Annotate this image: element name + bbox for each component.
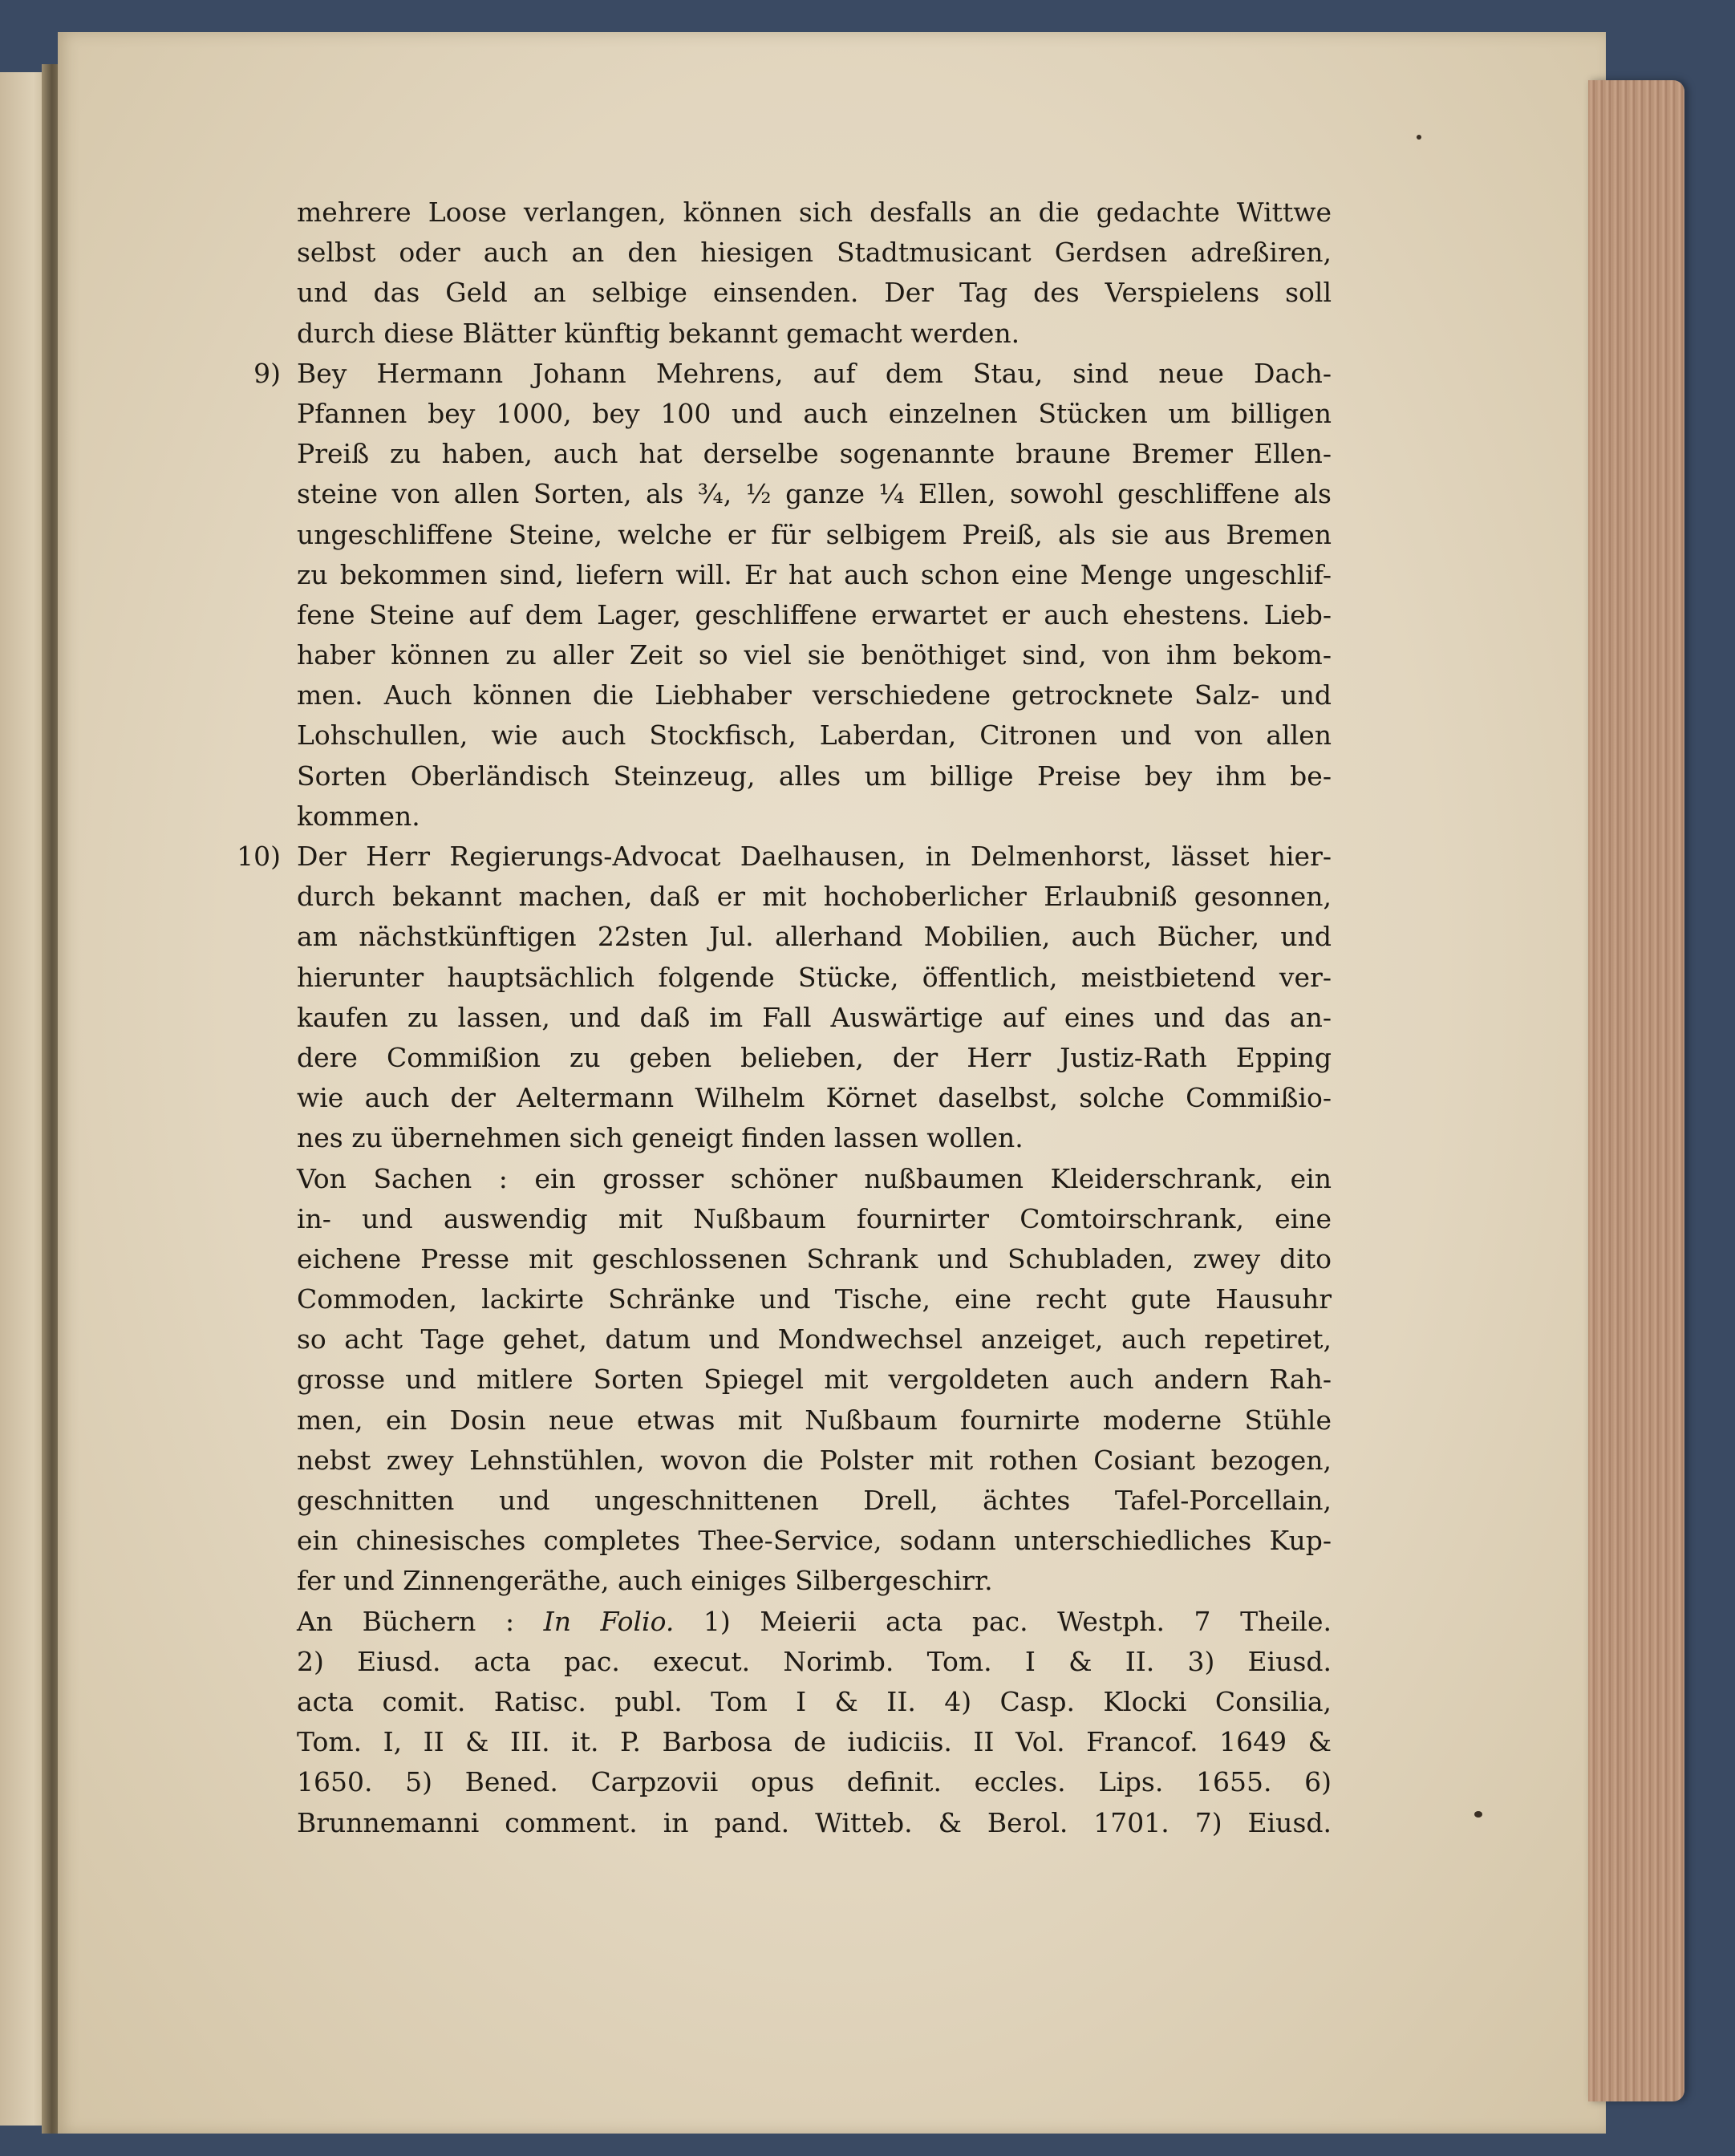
text-line: Lohschullen, wie auch Stockfisch, Laberdan, Citronen und von allen <box>297 719 1332 752</box>
buecher-first-rest: 1) Meierii acta pac. Westph. 7 Theile. <box>703 1605 1332 1637</box>
sachen-line: grosse und mitlere Sorten Spiegel mit vergoldeten auch andern Rah- <box>297 1364 1332 1396</box>
text-line: Der Herr Regierungs-Advocat Daelhausen, in Delmenhorst, lässet hier- <box>297 841 1332 872</box>
buecher-line: Tom. I, II & III. it. P. Barbosa de iudiciis. II Vol. Francof. 1649 & <box>297 1726 1332 1758</box>
text-line: hierunter hauptsächlich folgende Stücke, öffentlich, meistbietend ver- <box>297 961 1332 993</box>
text-line: durch diese Blätter künftig bekannt gemacht werden. <box>297 317 1020 349</box>
text-line: men. Auch können die Liebhaber verschiedene getrocknete Salz- und <box>297 679 1332 711</box>
buecher-line: 2) Eiusd. acta pac. execut. Norimb. Tom. I & II. 3) Eiusd. <box>297 1645 1332 1677</box>
text-line: zu bekommen sind, liefern will. Er hat auch schon eine Menge ungeschlif- <box>297 558 1332 590</box>
text-line: dere Commißion zu geben belieben, der Herr Justiz-Rath Epping <box>297 1041 1332 1073</box>
in-folio-label: In Folio. <box>543 1605 675 1637</box>
text-line: Bey Hermann Johann Mehrens, auf dem Stau, sind neue Dach- <box>297 357 1332 389</box>
sachen-line: ein chinesisches completes Thee-Service, sodann unterschiedliches Kup- <box>297 1525 1332 1557</box>
entry-10 <box>237 837 1332 1843</box>
text-line: Pfannen bey 1000, bey 100 und auch einzelnen Stücken um billigen <box>297 397 1332 429</box>
sachen-line: in- und auswendig mit Nußbaum fournirter Comtoirschrank, eine <box>297 1202 1332 1234</box>
buecher-first-line <box>297 1602 1332 1642</box>
text-line: nes zu übernehmen sich geneigt finden lassen wollen. <box>297 1122 1024 1154</box>
text-line: am nächstkünftigen 22sten Jul. allerhand Mobilien, auch Bücher, und <box>297 921 1332 953</box>
sachen-line: geschnitten und ungeschnittenen Drell, ächtes Tafel-Porcellain, <box>297 1485 1332 1516</box>
buecher-lead: An Büchern : <box>297 1605 515 1637</box>
buecher-line: acta comit. Ratisc. publ. Tom I & II. 4) Casp. Klocki Consilia, <box>297 1685 1332 1717</box>
text-line: wie auch der Aeltermann Wilhelm Körnet daselbst, solche Commißio- <box>297 1082 1332 1114</box>
text-line: selbst oder auch an den hiesigen Stadtmusicant Gerdsen adreßiren, <box>297 237 1332 269</box>
text-line: kommen. <box>297 800 420 832</box>
text-line: und das Geld an selbige einsenden. Der Tag des Verspielens soll <box>297 277 1332 309</box>
text-line: kaufen zu lassen, und daß im Fall Auswärtige auf eines und das an- <box>297 1001 1332 1033</box>
sachen-line: men, ein Dosin neue etwas mit Nußbaum fournirte moderne Stühle <box>297 1404 1332 1436</box>
sachen-line: so acht Tage gehet, datum und Mondwechsel anzeiget, auch repetiret, <box>297 1323 1332 1356</box>
text-line: durch bekannt machen, daß er mit hochoberlicher Erlaubniß gesonnen, <box>297 881 1332 913</box>
ink-spot <box>1474 1811 1482 1818</box>
buecher-line: Brunnemanni comment. in pand. Witteb. & Berol. 1701. 7) Eiusd. <box>297 1806 1332 1838</box>
text-line: Sorten Oberländisch Steinzeug, alles um billige Preise bey ihm be- <box>297 760 1332 792</box>
text-line: Preiß zu haben, auch hat derselbe sogenannte braune Bremer Ellen- <box>297 438 1332 470</box>
text-line: mehrere Loose verlangen, können sich desfalls an die gedachte Wittwe <box>297 197 1332 228</box>
sachen-line: Von Sachen : ein grosser schöner nußbaumen Kleiderschrank, ein <box>297 1162 1332 1194</box>
text-line: steine von allen Sorten, als ¾, ½ ganze ¼ Ellen, sowohl geschliffene als <box>297 478 1332 510</box>
continuation-paragraph <box>297 192 1332 354</box>
text-line: ungeschliffene Steine, welche er für selbigem Preiß, als sie aus Bremen <box>297 518 1332 550</box>
sachen-line: eichene Presse mit geschlossenen Schrank und Schubladen, zwey dito <box>297 1242 1332 1275</box>
sachen-line: nebst zwey Lehnstühlen, wovon die Polster mit rothen Cosiant bezogen, <box>297 1444 1332 1476</box>
text-line: haber können zu aller Zeit so viel sie benöthiget sind, von ihm bekom- <box>297 639 1332 671</box>
entry-9 <box>253 354 1332 837</box>
ink-spot <box>1417 135 1421 140</box>
entry-number: 9) <box>253 357 281 389</box>
page-fore-edge <box>1588 80 1684 2101</box>
sachen-line: Commoden, lackirte Schränke und Tische, eine recht gute Hausuhr <box>297 1283 1332 1315</box>
entry-number: 10) <box>237 841 281 872</box>
page-text <box>237 192 1332 1843</box>
sachen-line: fer und Zinnengeräthe, auch einiges Silbergeschirr. <box>297 1565 993 1597</box>
text-line: fene Steine auf dem Lager, geschliffene erwartet er auch ehestens. Lieb- <box>297 598 1332 630</box>
buecher-line: 1650. 5) Bened. Carpzovii opus definit. eccles. Lips. 1655. 6) <box>297 1766 1332 1798</box>
